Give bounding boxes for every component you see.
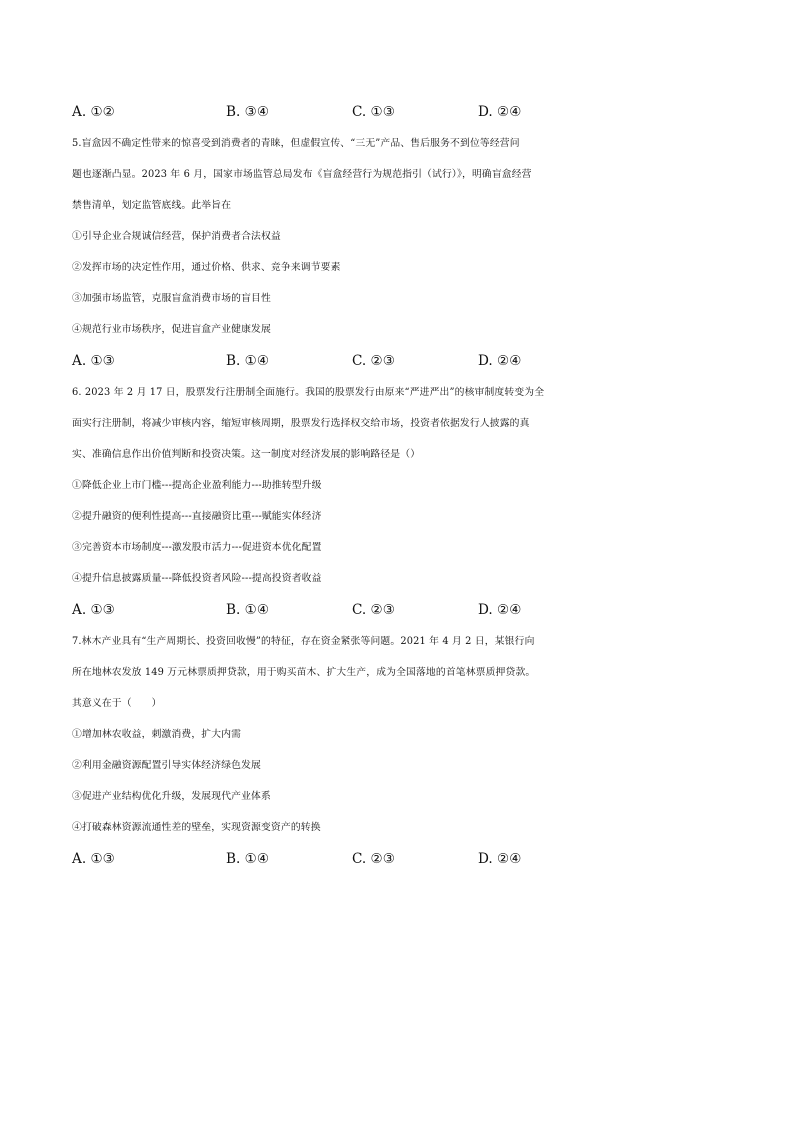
q4-option-c: C. ①③ bbox=[352, 104, 395, 120]
q7-option-a: A. ①③ bbox=[72, 851, 115, 867]
q7-item-1: ①增加林农收益，刺激消费，扩大内需 bbox=[72, 729, 242, 740]
q6-option-a: A. ①③ bbox=[72, 602, 115, 618]
q7-option-c: C. ②③ bbox=[352, 851, 395, 867]
q4-option-d: D. ②④ bbox=[478, 104, 522, 120]
q6-item-4: ④提升信息披露质量---降低投资者风险---提高投资者收益 bbox=[72, 573, 322, 584]
q5-option-d: D. ②④ bbox=[478, 353, 522, 369]
q6-stem-line-3: 实、准确信息作出价值判断和投资决策。这一制度对经济发展的影响路径是（） bbox=[72, 449, 421, 460]
q6-item-2: ②提升融资的便利性提高---直接融资比重---赋能实体经济 bbox=[72, 511, 322, 522]
q5-options bbox=[72, 351, 632, 371]
q7-stem-line-2: 所在地林农发放 149 万元林票质押贷款，用于购买苗木、扩大生产，成为全国落地的首笔林票质押贷款。 bbox=[72, 667, 536, 678]
q6-option-b: B. ①④ bbox=[226, 602, 270, 618]
q7-stem-line-1: 7.林木产业具有“生产周期长、投资回收慢”的特征，存在资金紧张等问题。2021 年 4 月 2 日，某银行向 bbox=[72, 636, 535, 647]
q5-stem-line-3: 禁售清单，划定监管底线。此举旨在 bbox=[72, 200, 232, 211]
q7-stem-line-3: 其意义在于（ ） bbox=[72, 698, 162, 709]
q7-item-3: ③促进产业结构优化升级，发展现代产业体系 bbox=[72, 791, 271, 802]
q5-item-4: ④规范行业市场秩序，促进盲盒产业健康发展 bbox=[72, 324, 271, 335]
q5-option-b: B. ①④ bbox=[226, 353, 270, 369]
q6-options bbox=[72, 600, 632, 620]
q6-option-c: C. ②③ bbox=[352, 602, 395, 618]
q4-options bbox=[72, 102, 632, 122]
q5-option-c: C. ②③ bbox=[352, 353, 395, 369]
q7-option-d: D. ②④ bbox=[478, 851, 522, 867]
q5-item-3: ③加强市场监管，克服盲盒消费市场的盲目性 bbox=[72, 293, 271, 304]
q4-option-b: B. ③④ bbox=[226, 104, 270, 120]
q5-option-a: A. ①③ bbox=[72, 353, 115, 369]
q5-item-2: ②发挥市场的决定性作用，通过价格、供求、竞争来调节要素 bbox=[72, 262, 341, 273]
q6-option-d: D. ②④ bbox=[478, 602, 522, 618]
q7-item-4: ④打破森林资源流通性差的壁垒，实现资源变资产的转换 bbox=[72, 822, 321, 833]
q6-stem-line-2: 面实行注册制，将减少审核内容，缩短审核周期，股票发行选择权交给市场，投资者依据发行人披露的真 bbox=[72, 418, 530, 429]
q6-stem-line-1: 6. 2023 年 2 月 17 日，股票发行注册制全面施行。我国的股票发行由原来“严进严出”的核审制度转变为全 bbox=[72, 387, 545, 398]
q5-item-1: ①引导企业合规诚信经营，保护消费者合法权益 bbox=[72, 231, 281, 242]
q4-option-a: A. ①② bbox=[72, 104, 115, 120]
q6-item-1: ①降低企业上市门槛---提高企业盈利能力---助推转型升级 bbox=[72, 480, 322, 491]
q5-stem-line-1: 5.盲盒因不确定性带来的惊喜受到消费者的青睐，但虚假宣传、“三无”产品、售后服务不到位等经营问 bbox=[72, 138, 520, 149]
q7-item-2: ②利用金融资源配置引导实体经济绿色发展 bbox=[72, 760, 261, 771]
q7-options bbox=[72, 849, 632, 869]
q6-item-3: ③完善资本市场制度---激发股市活力---促进资本优化配置 bbox=[72, 542, 322, 553]
q5-stem-line-2: 题也逐渐凸显。2023 年 6 月，国家市场监管总局发布《盲盒经营行为规范指引（试行）》，明确盲盒经营 bbox=[72, 169, 532, 180]
q7-option-b: B. ①④ bbox=[226, 851, 270, 867]
